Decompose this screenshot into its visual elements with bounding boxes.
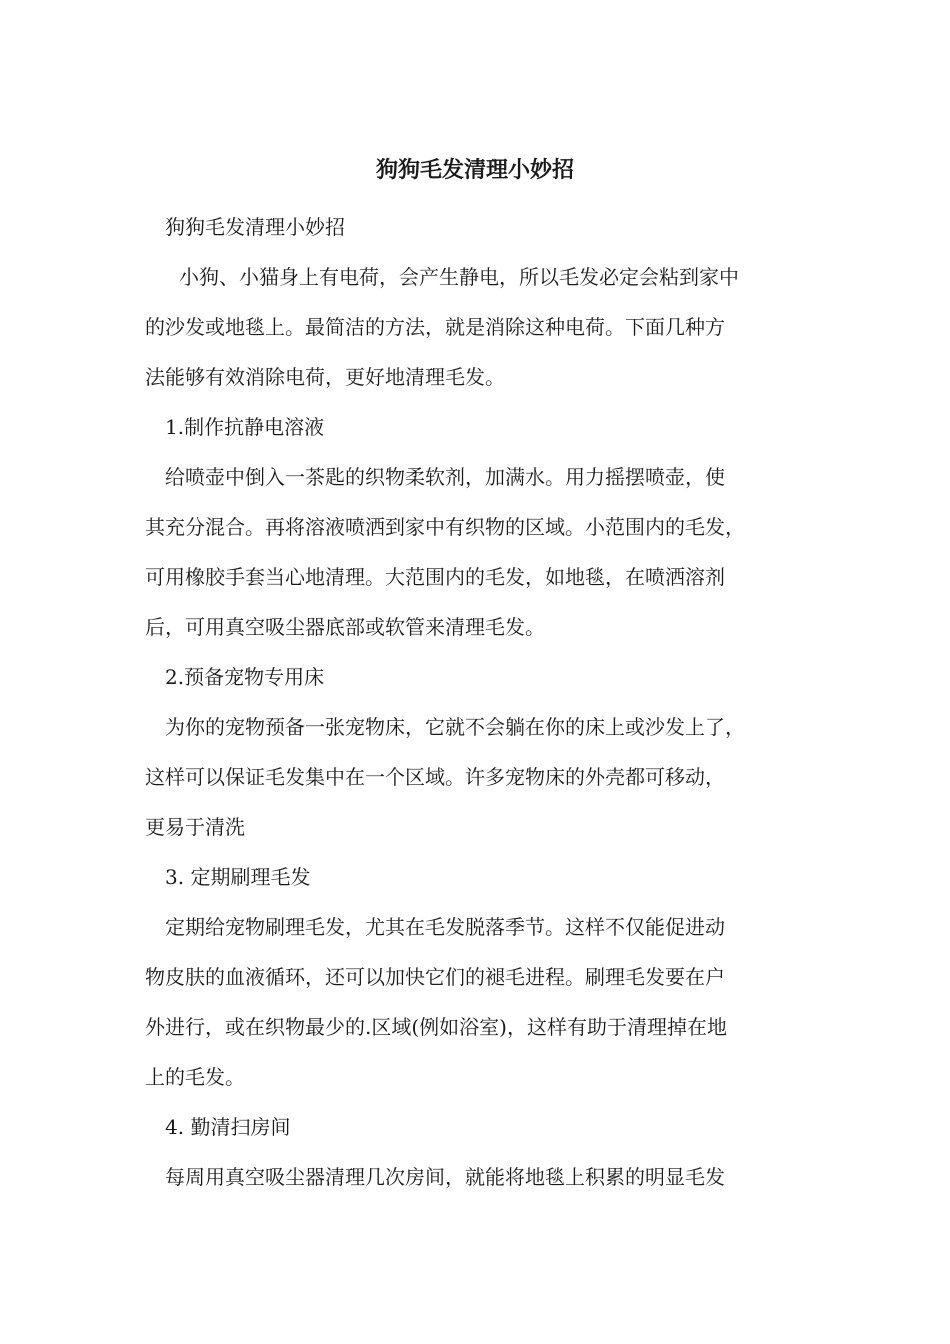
paragraph-line: 为你的宠物预备一张宠物床，它就不会躺在你的床上或沙发上了， <box>165 715 745 739</box>
intro-line: 小狗、小猫身上有电荷，会产生静电，所以毛发必定会粘到家中 <box>179 265 739 289</box>
section-heading-2: 2.预备宠物专用床 <box>165 665 325 689</box>
document-subtitle: 狗狗毛发清理小妙招 <box>165 215 345 239</box>
document-title: 狗狗毛发清理小妙招 <box>375 157 574 183</box>
intro-line: 法能够有效消除电荷，更好地清理毛发。 <box>145 365 505 389</box>
paragraph-line: 可用橡胶手套当心地清理。大范围内的毛发，如地毯，在喷洒溶剂 <box>145 565 725 589</box>
paragraph-line: 更易于清洗 <box>145 815 245 839</box>
section-paragraph-2 <box>145 702 810 852</box>
paragraph-line: 定期给宠物刷理毛发，尤其在毛发脱落季节。这样不仅能促进动 <box>165 915 725 939</box>
section-heading-4: 4. 勤清扫房间 <box>165 1115 291 1139</box>
paragraph-line: 后，可用真空吸尘器底部或软管来清理毛发。 <box>145 615 545 639</box>
paragraph-line: 外进行，或在织物最少的.区域(例如浴室)，这样有助于清理掉在地 <box>145 1015 727 1039</box>
document-body <box>145 202 810 1202</box>
intro-paragraph <box>145 252 810 402</box>
section-heading-1: 1.制作抗静电溶液 <box>165 415 325 439</box>
paragraph-line: 物皮肤的血液循环，还可以加快它们的褪毛进程。刷理毛发要在户 <box>145 965 725 989</box>
paragraph-line: 上的毛发。 <box>145 1065 245 1089</box>
section-paragraph-3 <box>145 902 810 1102</box>
section-heading-3: 3. 定期刷理毛发 <box>165 865 311 889</box>
paragraph-line: 这样可以保证毛发集中在一个区域。许多宠物床的外壳都可移动， <box>145 765 725 789</box>
paragraph-line: 其充分混合。再将溶液喷洒到家中有织物的区域。小范围内的毛发， <box>145 515 745 539</box>
section-paragraph-1 <box>145 452 810 652</box>
paragraph-line: 给喷壶中倒入一茶匙的织物柔软剂，加满水。用力摇摆喷壶，使 <box>165 465 725 489</box>
section-paragraph-4 <box>145 1152 810 1202</box>
intro-line: 的沙发或地毯上。最简洁的方法，就是消除这种电荷。下面几种方 <box>145 315 725 339</box>
paragraph-line: 每周用真空吸尘器清理几次房间，就能将地毯上积累的明显毛发 <box>165 1165 725 1189</box>
